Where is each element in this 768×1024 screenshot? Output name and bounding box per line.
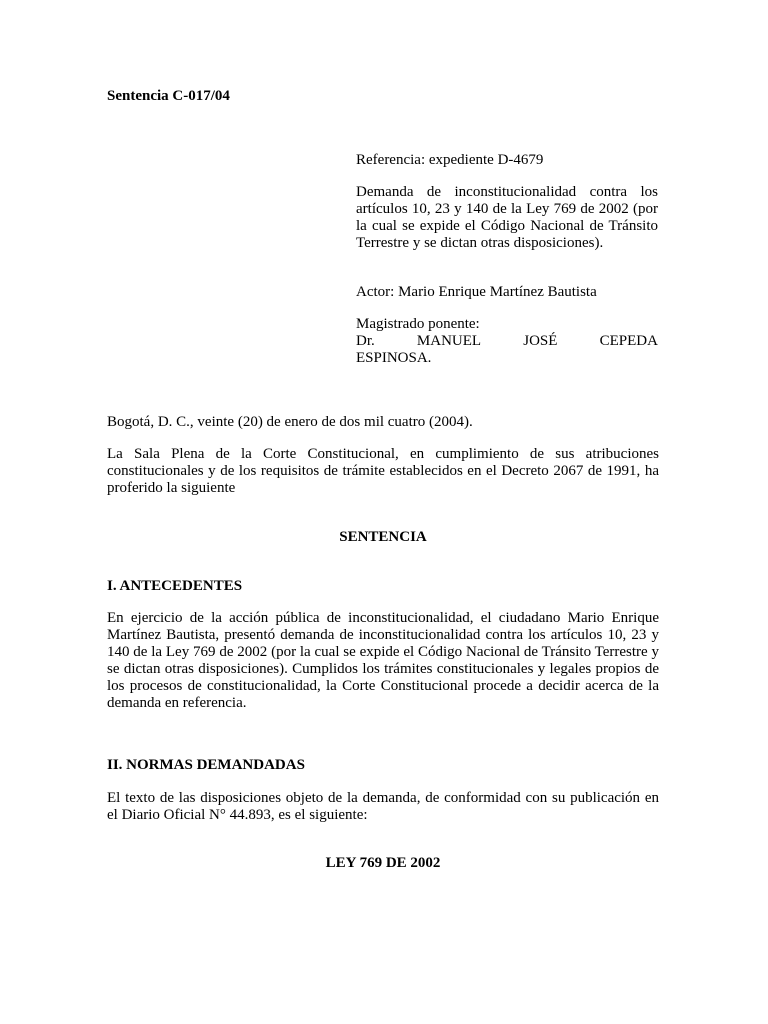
magistrado-name-line — [356, 333, 658, 350]
magistrado-word: Dr. — [356, 333, 375, 349]
normas-paragraph: El texto de las disposiciones objeto de la demanda, de conformidad con su publicación en el Diario Oficial N° 44.893, es el siguiente: — [107, 790, 659, 823]
actor-line: Actor: Mario Enrique Martínez Bautista — [356, 284, 597, 300]
ley-heading: LEY 769 DE 2002 — [325, 855, 441, 871]
magistrado-word: JOSÉ — [523, 333, 558, 349]
reference-line: Referencia: expediente D-4679 — [356, 152, 544, 168]
sentencia-heading: SENTENCIA — [339, 529, 427, 545]
magistrado-last-name: ESPINOSA. — [356, 350, 432, 366]
magistrado-label: Magistrado ponente: — [356, 316, 480, 332]
demanda-description: Demanda de inconstitucionalidad contra los artículos 10, 23 y 140 de la Ley 769 de 2002 (por la cual se expide el Código Nacional de Tránsito Terrestre y se dictan otras disposiciones). — [356, 184, 658, 251]
intro-paragraph: La Sala Plena de la Corte Constitucional, en cumplimiento de sus atribuciones constitucionales y de los requisitos de trámite establecidos en el Decreto 2067 de 1991, ha proferido la siguiente — [107, 446, 659, 496]
date-line: Bogotá, D. C., veinte (20) de enero de dos mil cuatro (2004). — [107, 414, 473, 430]
magistrado-word: MANUEL — [416, 333, 482, 349]
document-title: Sentencia C-017/04 — [107, 88, 230, 104]
magistrado-word: CEPEDA — [599, 333, 658, 349]
section-heading-antecedentes: I. ANTECEDENTES — [107, 578, 243, 594]
section-heading-normas: II. NORMAS DEMANDADAS — [107, 757, 305, 773]
antecedentes-paragraph: En ejercicio de la acción pública de inconstitucionalidad, el ciudadano Mario Enrique Martínez Bautista, presentó demanda de inconstitucionalidad contra los artículos 10, 23 y 140 de la Ley 769 de 2002 (por la cual se expide el Código Nacional de Tránsito Terrestre y se dictan otras disposiciones). Cumplidos los trámites constitucionales y legales propios de los procesos de constitucionalidad, la Corte Constitucional procede a decidir acerca de la demanda en referencia. — [107, 610, 659, 711]
magistrado-block — [356, 316, 658, 367]
